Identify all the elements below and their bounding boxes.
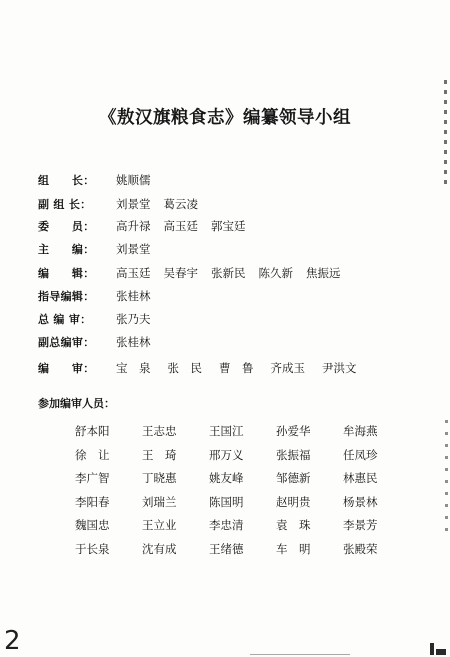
role-names bbox=[116, 196, 211, 212]
participant-name: 王 琦 bbox=[142, 447, 177, 462]
person-name: 张新民 bbox=[211, 266, 246, 280]
person-name: 尹洪文 bbox=[322, 361, 357, 375]
participant-name: 李景芳 bbox=[343, 518, 378, 532]
participant-name: 李阳春 bbox=[75, 494, 110, 509]
person-name: 葛云凌 bbox=[163, 197, 198, 211]
person-name: 张乃夫 bbox=[116, 312, 151, 326]
participant-name: 陈国明 bbox=[209, 494, 244, 509]
participants-row bbox=[75, 467, 410, 491]
role-label: 主 编： bbox=[38, 243, 95, 256]
role-label: 副总编审： bbox=[38, 336, 95, 349]
role-names bbox=[116, 172, 164, 188]
participant-name: 沈有成 bbox=[142, 541, 177, 556]
person-name: 宝 泉 bbox=[116, 361, 151, 375]
participant-name: 姚友峰 bbox=[209, 471, 244, 485]
person-name: 张桂林 bbox=[116, 335, 151, 349]
participant-name: 舒本阳 bbox=[75, 424, 110, 438]
participant-name: 王国江 bbox=[209, 424, 244, 438]
participant-name: 邹德新 bbox=[276, 471, 311, 485]
role-names bbox=[116, 218, 259, 234]
participant-name: 刘瑞兰 bbox=[142, 494, 177, 509]
person-name: 曹 鲁 bbox=[219, 361, 254, 375]
participants-row bbox=[75, 491, 410, 515]
role-label: 副 组 长： bbox=[38, 198, 92, 211]
participant-name: 魏国忠 bbox=[75, 518, 110, 532]
scan-edge-mark bbox=[445, 420, 448, 540]
participant-name: 孙爱华 bbox=[276, 424, 311, 438]
person-name: 陈久新 bbox=[258, 266, 293, 280]
participant-name: 任凤珍 bbox=[343, 447, 378, 462]
role-label: 编 审： bbox=[38, 362, 95, 375]
page-number: 2 bbox=[4, 626, 21, 656]
participant-name: 袁 珠 bbox=[276, 518, 311, 532]
participants-grid bbox=[75, 420, 410, 561]
person-name: 张桂林 bbox=[116, 289, 151, 303]
scan-edge-mark bbox=[444, 80, 447, 190]
participant-name: 于长泉 bbox=[75, 541, 110, 556]
role-names bbox=[116, 241, 164, 257]
participants-row bbox=[75, 444, 410, 468]
participants-row bbox=[75, 538, 410, 562]
person-name: 张 民 bbox=[167, 361, 202, 375]
page-title: 《敖汉旗粮食志》编纂领导小组 bbox=[99, 108, 351, 128]
person-name: 郭宝廷 bbox=[211, 219, 246, 233]
person-name: 刘景堂 bbox=[116, 197, 151, 211]
participant-name: 徐 让 bbox=[75, 447, 110, 462]
person-name: 高玉廷 bbox=[163, 219, 198, 233]
participant-name: 丁晓惠 bbox=[142, 471, 177, 485]
participant-name: 李广智 bbox=[75, 471, 110, 485]
person-name: 焦振远 bbox=[306, 266, 341, 280]
role-label: 委 员： bbox=[38, 220, 95, 233]
person-name: 姚顺儒 bbox=[116, 173, 151, 187]
role-label: 组 长： bbox=[38, 174, 95, 187]
role-label: 总 编 审： bbox=[38, 313, 92, 326]
participants-heading: 参加编审人员： bbox=[38, 397, 115, 410]
role-names bbox=[116, 334, 164, 350]
participant-name: 杨景林 bbox=[343, 494, 378, 509]
participants-row bbox=[75, 420, 410, 444]
participants-row bbox=[75, 514, 410, 538]
role-names bbox=[116, 288, 164, 304]
participant-name: 牟海燕 bbox=[343, 424, 378, 438]
role-names bbox=[116, 265, 354, 281]
participant-name: 车 明 bbox=[276, 541, 311, 556]
participant-name: 王立业 bbox=[142, 518, 177, 532]
participant-name: 王绪德 bbox=[209, 541, 244, 556]
person-name: 高玉廷 bbox=[116, 266, 151, 280]
participant-name: 林惠民 bbox=[343, 471, 378, 485]
role-label: 指导编辑： bbox=[38, 290, 95, 303]
person-name: 齐成玉 bbox=[270, 361, 305, 375]
participant-name: 李忠清 bbox=[209, 518, 244, 532]
person-name: 刘景堂 bbox=[116, 242, 151, 256]
person-name: 吴春宇 bbox=[163, 266, 198, 280]
role-label: 编 辑： bbox=[38, 267, 95, 280]
person-name: 高升禄 bbox=[116, 219, 151, 233]
role-names bbox=[116, 360, 374, 376]
scan-bottom-artifact bbox=[250, 641, 450, 655]
participant-name: 张振福 bbox=[276, 447, 311, 462]
role-names bbox=[116, 311, 164, 327]
participant-name: 张殿荣 bbox=[343, 541, 378, 556]
participant-name: 赵明贵 bbox=[276, 494, 311, 509]
participant-name: 王志忠 bbox=[142, 424, 177, 438]
participant-name: 邢万义 bbox=[209, 447, 244, 462]
